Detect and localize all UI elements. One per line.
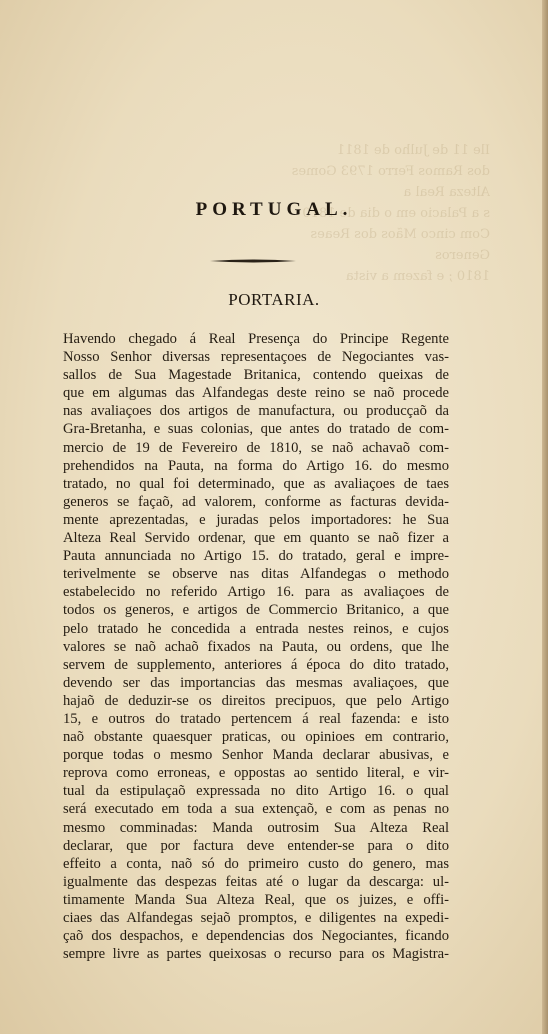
text-line: valores se naõ achaõ fixados na Pauta, ou ordens, que lhe: [63, 638, 449, 655]
text-line: hajaõ de deduzir-se os direitos precipuos, que pelo Artigo: [63, 692, 449, 709]
page-heading: PORTUGAL.: [195, 199, 353, 220]
text-line: mercio de 19 de Fevereiro de 1810, se naõ achavaõ com-: [63, 439, 449, 456]
text-line: generos se façaõ, ad valorem, conforme as facturas devida-: [63, 493, 449, 510]
text-line: será executado em toda a sua extençaõ, e com as penas no: [63, 801, 449, 818]
section-title: PORTARIA.: [228, 290, 320, 309]
bleed-line: Com cinco Mãos dos Reaes Generos: [310, 227, 490, 263]
text-line: prehendidos na Pauta, na forma do Artigo 16. do mesmo: [63, 457, 449, 474]
text-line: que em algumas das Alfandegas deste reino se naõ procede: [63, 385, 449, 402]
bleed-line: dos Ramos Ferro 1793 Gomes: [291, 164, 490, 179]
text-line: sallos de Sua Magestade Britanica, contendo queixas de: [63, 367, 449, 384]
text-line: estabelecido no referido Artigo 16. para as avaliaçoes de: [63, 584, 449, 601]
text-line: terivelmente se observe nas ditas Alfandegas o methodo: [63, 566, 449, 583]
text-line: Havendo chegado á Real Presença do Principe Regente: [63, 331, 449, 347]
bleed-line: Alteza Real a: [403, 185, 490, 200]
text-line: nas avaliaçoes dos artigos de manufactura, ou producçaõ da: [63, 403, 449, 420]
text-line: tual da estipulaçaõ expressada no dito Artigo 16. o qual: [63, 783, 449, 800]
text-line: devendo ser das importancias das mesmas avaliaçoes, que: [63, 674, 449, 691]
text-line: Nosso Senhor diversas representaçoes de Negociantes vas-: [63, 349, 449, 366]
text-line: servem de supplemento, anteriores á época do dito tratado,: [63, 656, 449, 673]
text-line: mente aprezentadas, e juradas pelos importadores: he Sua: [63, 511, 449, 528]
text-line: effeito a conta, naõ só do primeiro custo do genero, mas: [63, 855, 449, 872]
text-line: sempre livre as partes queixosas o recurso para os Magistra-: [63, 946, 449, 963]
text-line: pelo tratado he concedida a entrada nestes reinos, e cujos: [63, 620, 449, 637]
body-text: [63, 330, 449, 963]
text-line: mesmo comminadas: Manda outrosim Sua Alteza Real: [63, 819, 449, 836]
bleed-line: 1810 ; e fazem a vista: [345, 269, 490, 284]
page-edge: [542, 0, 548, 1034]
text-line: todos os generos, e artigos de Commercio Britanico, a que: [63, 602, 449, 619]
text-line: timamente Manda Sua Alteza Real, que os juizes, e offi-: [63, 891, 449, 908]
ornamental-rule: [210, 258, 296, 264]
text-line: naõ obstante quaesquer praticas, ou opinioes em contrario,: [63, 729, 449, 746]
text-line: reprova como erroneas, e oppostas ao sentido literal, e vir-: [63, 765, 449, 782]
text-line: Alteza Real Servido ordenar, que em quanto se naõ fizer a: [63, 530, 449, 547]
text-line: declarar, que por factura deve entender-se para o dito: [63, 837, 449, 854]
text-line: Pauta annunciada no Artigo 15. do tratado, geral e impre-: [63, 548, 449, 565]
text-line: çaõ dos despachos, e dependencias dos Negociantes, ficando: [63, 928, 449, 945]
text-line: 15, e outros do tratado pertencem á real fazenda: e isto: [63, 710, 449, 727]
text-line: Gra-Bretanha, e suas colonias, que antes do tratado de com-: [63, 421, 449, 438]
bleed-line: s a Palacio em o dia de 1810: [302, 206, 490, 221]
bleed-line: Ile 11 de Julho de 1811: [336, 143, 490, 158]
text-line: ciaes das Alfandegas sejaõ promptos, e diligentes na expedi-: [63, 910, 449, 926]
text-line: porque todas o mesmo Senhor Manda declarar abusivas, e: [63, 747, 449, 764]
text-line: igualmente das despezas feitas até o lugar da descarga: ul-: [63, 873, 449, 890]
text-line: tratado, no qual foi determinado, que as avaliaçoes de taes: [63, 475, 449, 492]
